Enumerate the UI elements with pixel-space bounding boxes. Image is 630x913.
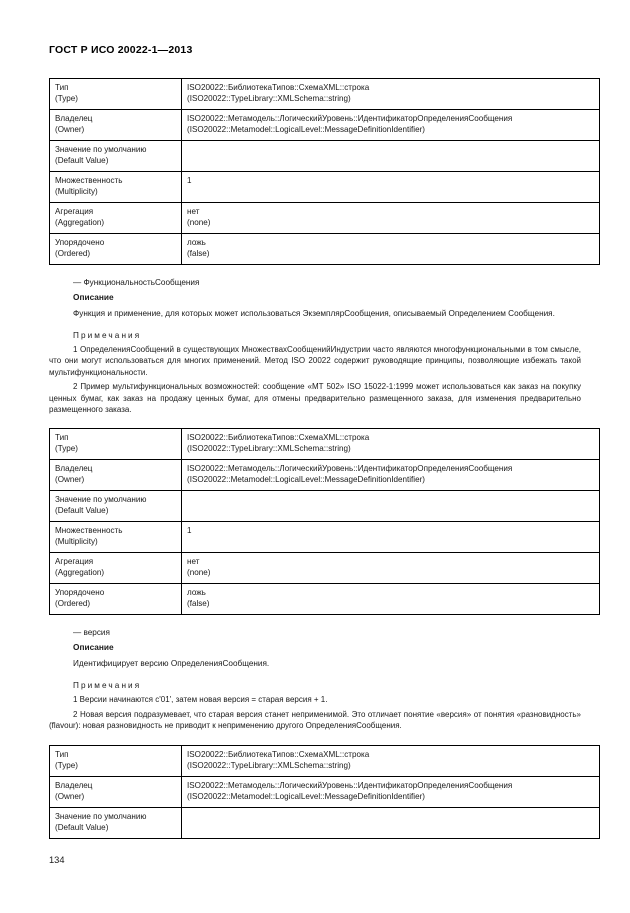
value-ru: нет bbox=[187, 557, 200, 567]
label-ru: Множественность bbox=[55, 526, 123, 536]
label-en: (Owner) bbox=[55, 474, 85, 484]
value-en: (false) bbox=[187, 248, 210, 258]
label-en: (Owner) bbox=[55, 124, 85, 134]
value-ru: ISO20022::БиблиотекаТипов::СхемаXML::строка bbox=[187, 433, 370, 443]
label-ru: Тип bbox=[55, 83, 69, 92]
label-ru: Владелец bbox=[55, 464, 93, 474]
row-label-multiplicity bbox=[50, 172, 182, 203]
page-number: 134 bbox=[49, 855, 65, 865]
label-ru: Владелец bbox=[55, 781, 93, 791]
table-row bbox=[50, 777, 600, 808]
table-row bbox=[50, 141, 600, 172]
label-en: (Aggregation) bbox=[55, 567, 105, 577]
description-text: Идентифицирует версию ОпределенияСообщения. bbox=[73, 658, 270, 668]
table-row bbox=[50, 584, 600, 615]
section-version bbox=[49, 627, 581, 731]
label-en: (Default Value) bbox=[55, 823, 109, 833]
value-en: (ISO20022::TypeLibrary::XMLSchema::string) bbox=[187, 761, 351, 771]
value-ru: ISO20022::БиблиотекаТипов::СхемаXML::строка bbox=[187, 750, 370, 760]
row-label-ordered bbox=[50, 584, 182, 615]
label-ru: Тип bbox=[55, 433, 69, 443]
row-label-multiplicity bbox=[50, 522, 182, 553]
table-row bbox=[50, 429, 600, 460]
table-row bbox=[50, 553, 600, 584]
row-label-default-value bbox=[50, 141, 182, 172]
label-ru: Значение по умолчанию bbox=[55, 495, 147, 505]
value-ru: ложь bbox=[187, 238, 206, 247]
table-row bbox=[50, 79, 600, 110]
row-value-default-value bbox=[182, 491, 600, 522]
table-row bbox=[50, 491, 600, 522]
value-ru: ISO20022::Метамодель::ЛогическийУровень::ИдентификаторОпределенияСообщения bbox=[187, 464, 513, 474]
note-item: 1 Версии начинаются с'01', затем новая версия = старая версия + 1. bbox=[73, 695, 328, 705]
label-en: (Default Value) bbox=[55, 505, 109, 515]
section-message-functionality bbox=[49, 277, 581, 415]
attribute-table-1 bbox=[49, 78, 600, 265]
label-ru: Упорядочено bbox=[55, 588, 105, 598]
row-label-type bbox=[50, 746, 182, 777]
label-en: (Multiplicity) bbox=[55, 536, 98, 546]
note-item: 1 ОпределенияСообщений в существующих МножествахСообщенийИндустрии часто являются многофункциональными в том смысле, что они могут использоваться для многих применений. Метод ISO 20022 содержит руководящие принципы, позволяющие избежать такой мультифункциональности. bbox=[49, 345, 581, 377]
value-multiplicity: 1 bbox=[187, 526, 192, 536]
value-ru: ISO20022::БиблиотекаТипов::СхемаXML::строка bbox=[187, 83, 370, 92]
row-value-default-value bbox=[182, 141, 600, 172]
notes-heading: Примечания bbox=[73, 681, 142, 691]
value-ru: ложь bbox=[187, 588, 206, 598]
value-multiplicity: 1 bbox=[187, 176, 192, 185]
label-ru: Агрегация bbox=[55, 207, 94, 216]
value-en: (ISO20022::TypeLibrary::XMLSchema::string) bbox=[187, 93, 351, 103]
value-ru: ISO20022::Метамодель::ЛогическийУровень::ИдентификаторОпределенияСообщения bbox=[187, 114, 513, 123]
section-bullet: — версия bbox=[73, 628, 110, 638]
table-row bbox=[50, 203, 600, 234]
table-row bbox=[50, 808, 600, 839]
description-heading: Описание bbox=[73, 642, 114, 653]
row-label-type bbox=[50, 429, 182, 460]
row-value-multiplicity bbox=[182, 522, 600, 553]
row-label-aggregation bbox=[50, 203, 182, 234]
row-value-owner bbox=[182, 777, 600, 808]
row-label-type bbox=[50, 79, 182, 110]
attribute-table-3 bbox=[49, 745, 600, 839]
notes-heading: Примечания bbox=[73, 330, 142, 340]
row-label-owner bbox=[50, 110, 182, 141]
row-label-default-value bbox=[50, 491, 182, 522]
table-row bbox=[50, 522, 600, 553]
row-value-aggregation bbox=[182, 553, 600, 584]
attribute-table-2 bbox=[49, 428, 600, 615]
value-en: (none) bbox=[187, 567, 211, 577]
table-row bbox=[50, 110, 600, 141]
page-header: ГОСТ Р ИСО 20022-1—2013 bbox=[49, 44, 193, 56]
label-en: (Aggregation) bbox=[55, 217, 105, 227]
table-row bbox=[50, 234, 600, 265]
row-value-owner bbox=[182, 110, 600, 141]
value-en: (none) bbox=[187, 217, 211, 227]
label-en: (Type) bbox=[55, 93, 78, 103]
label-en: (Ordered) bbox=[55, 598, 91, 608]
row-label-owner bbox=[50, 777, 182, 808]
value-ru: нет bbox=[187, 207, 200, 216]
label-ru: Значение по умолчанию bbox=[55, 812, 147, 822]
note-item: 2 Новая версия подразумевает, что старая версия станет неприменимой. Это отличает понятие «версия» от понятия «разновидность» (flavour): новая разновидность не приводит к неприменению другого ОпределенияСообщения. bbox=[49, 709, 581, 730]
label-ru: Агрегация bbox=[55, 557, 94, 567]
row-value-ordered bbox=[182, 584, 600, 615]
value-ru: ISO20022::Метамодель::ЛогическийУровень::ИдентификаторОпределенияСообщения bbox=[187, 781, 513, 791]
label-en: (Owner) bbox=[55, 792, 85, 802]
row-value-type bbox=[182, 746, 600, 777]
table-row bbox=[50, 460, 600, 491]
value-en: (ISO20022::Metamodel::LogicalLevel::MessageDefinitionIdentifier) bbox=[187, 474, 425, 484]
row-label-ordered bbox=[50, 234, 182, 265]
value-en: (ISO20022::Metamodel::LogicalLevel::MessageDefinitionIdentifier) bbox=[187, 124, 425, 134]
label-ru: Владелец bbox=[55, 114, 93, 123]
table-row bbox=[50, 746, 600, 777]
description-heading: Описание bbox=[73, 292, 114, 303]
label-en: (Multiplicity) bbox=[55, 186, 98, 196]
label-ru: Тип bbox=[55, 750, 69, 760]
row-value-ordered bbox=[182, 234, 600, 265]
description-text: Функция и применение, для которых может использоваться ЭкземплярСообщения, описываемый Определением Сообщения. bbox=[73, 308, 555, 318]
row-value-type bbox=[182, 429, 600, 460]
value-en: (ISO20022::TypeLibrary::XMLSchema::string) bbox=[187, 443, 351, 453]
row-value-multiplicity bbox=[182, 172, 600, 203]
row-value-type bbox=[182, 79, 600, 110]
label-ru: Множественность bbox=[55, 176, 123, 185]
row-label-aggregation bbox=[50, 553, 182, 584]
value-en: (false) bbox=[187, 598, 210, 608]
label-en: (Default Value) bbox=[55, 155, 109, 165]
row-value-default-value bbox=[182, 808, 600, 839]
label-en: (Ordered) bbox=[55, 248, 91, 258]
row-label-default-value bbox=[50, 808, 182, 839]
row-label-owner bbox=[50, 460, 182, 491]
section-bullet: — ФункциональностьСообщения bbox=[73, 278, 200, 287]
label-ru: Значение по умолчанию bbox=[55, 145, 147, 154]
note-item: 2 Пример мультифункциональных возможностей: сообщение «МТ 502» ISO 15022-1:1999 может использоваться как заказ на покупку ценных бумаг, как заказ на продажу ценных бумаг, для отмены предварительно размещенного заказа, для изменения предварительно размещенного заказа. bbox=[49, 382, 581, 414]
label-ru: Упорядочено bbox=[55, 238, 105, 247]
label-en: (Type) bbox=[55, 761, 78, 771]
row-value-aggregation bbox=[182, 203, 600, 234]
table-row bbox=[50, 172, 600, 203]
value-en: (ISO20022::Metamodel::LogicalLevel::MessageDefinitionIdentifier) bbox=[187, 792, 425, 802]
label-en: (Type) bbox=[55, 443, 78, 453]
row-value-owner bbox=[182, 460, 600, 491]
